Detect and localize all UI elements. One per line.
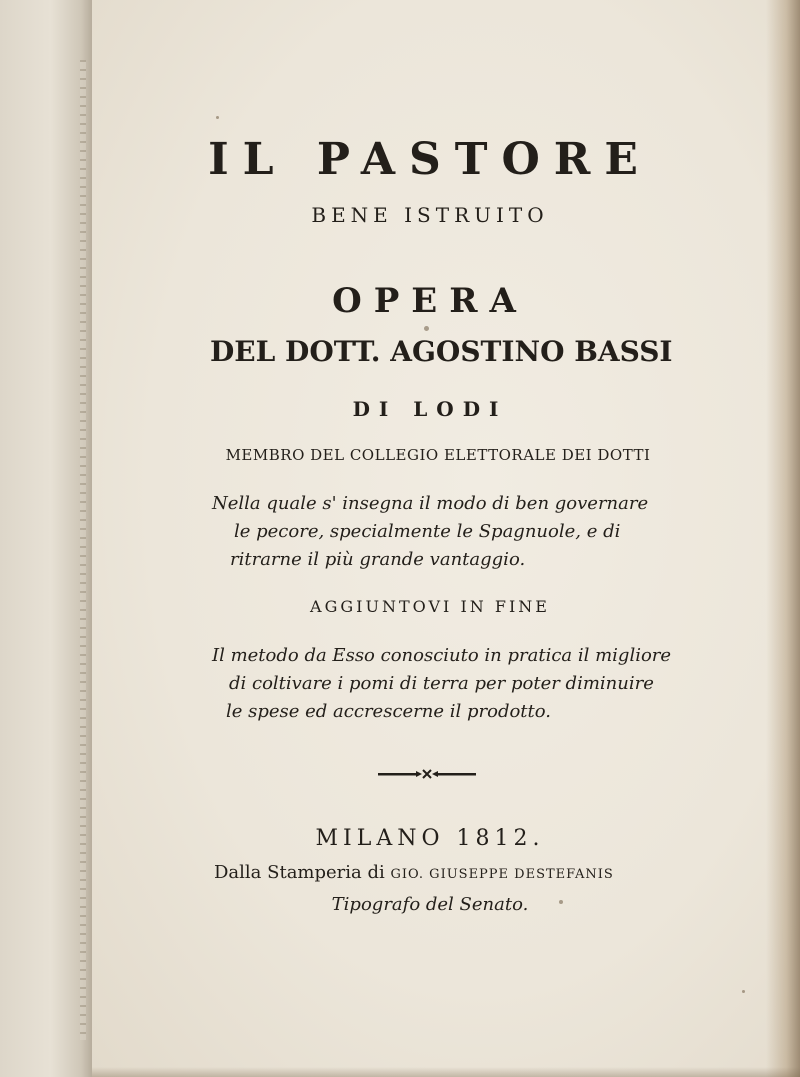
description-line: le pecore, specialmente le Spagnuole, e di (234, 521, 621, 542)
printer-role: Tipografo del Senato. (331, 894, 529, 915)
appendix-line: le spese ed accrescerne il prodotto. (226, 701, 552, 722)
book-subtitle: BENE ISTRUITO (311, 203, 549, 227)
foxing-spot (424, 326, 429, 331)
foxing-spot (559, 900, 563, 904)
description-line: Nella quale s' insegna il modo di ben governare (212, 493, 649, 514)
book-title: IL PASTORE (208, 134, 652, 185)
binding-strip (0, 0, 93, 1077)
appendix-line: Il metodo da Esso conosciuto in pratica il migliore (212, 645, 672, 666)
author-membership: MEMBRO DEL COLLEGIO ELETTORALE DEI DOTTI (225, 446, 651, 464)
description-line: ritrarne il più grande vantaggio. (230, 549, 526, 570)
printer-line (214, 862, 654, 883)
author-origin: DI LODI (352, 397, 508, 421)
foxing-spot (742, 990, 745, 993)
appendix-line: di coltivare i pomi di terra per poter diminuire (229, 673, 654, 694)
imprint-place-year: MILANO 1812. (315, 826, 545, 851)
opera-heading: OPERA (332, 281, 528, 321)
page-edge-shadow (766, 0, 800, 1077)
printer-prefix: Dalla Stamperia di (214, 862, 385, 883)
page-bottom-edge (92, 1067, 800, 1077)
ornament-divider-icon (378, 768, 476, 780)
printer-name: GIO. GIUSEPPE DESTEFANIS (390, 867, 614, 882)
foxing-spot (216, 116, 219, 119)
author-line: DEL DOTT. AGOSTINO BASSI (210, 335, 673, 368)
gutter-edge (80, 60, 86, 1040)
appendix-heading: AGGIUNTOVI IN FINE (310, 597, 550, 616)
